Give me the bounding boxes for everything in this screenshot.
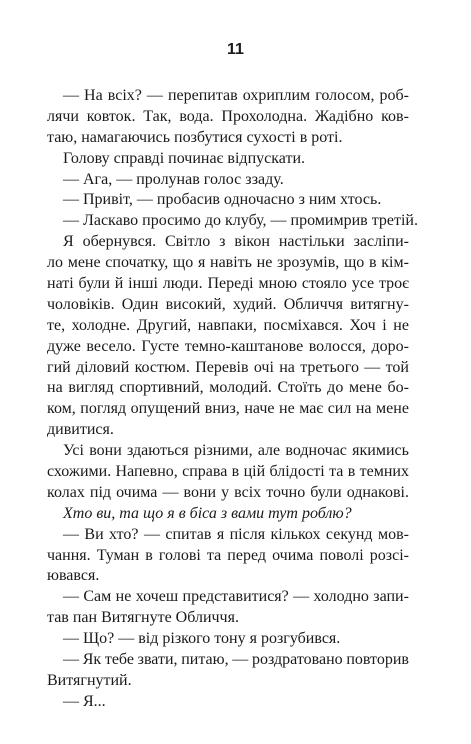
text-line: — На всіх? — перепитав охриплим голосом, роб- (63, 87, 409, 104)
text-line: Я обернувся. Світло з вікон настільки засліпи- (63, 233, 409, 251)
text-line: — Привіт, — пробасив одночасно з ним хтось. (63, 191, 382, 209)
text-line: дуже весело. Густе темно-каштанове волосся, доро- (47, 337, 409, 355)
body-text (47, 86, 418, 713)
text-line: на вигляд спортивний, молодий. Стоїть до мене бо- (47, 379, 409, 397)
text-line: — Ласкаво просимо до клубу, — промимрив третій. (63, 212, 418, 230)
text-line: — Як тебе звати, питаю, — роздратовано повторив (63, 651, 409, 669)
page-number: 11 (227, 41, 244, 58)
text-line: колах під очима — вони у всіх точно були однакові. (47, 483, 409, 501)
text-line: наті були й інші люди. Переді мною стояло усе троє (47, 275, 409, 293)
text-line: те, холодне. Другий, навпаки, посміхався. Хоч і не (47, 316, 409, 334)
text-line: таю, намагаючись позбутися сухості в роті. (47, 128, 343, 146)
text-line: ювався. (47, 567, 100, 585)
text-line: — Я... (63, 692, 106, 710)
text-line: лячи ковток. Так, вода. Прохолодна. Жадібно ков- (47, 107, 409, 125)
text-line: Витягнутий. (47, 671, 132, 689)
text-line: ком, погляд опущений вниз, наче не має сил на мене (47, 400, 409, 418)
text-line: Голову справді починає відпускати. (63, 149, 305, 167)
text-line: Усі вони здаються різними, але водночас якимись (63, 442, 409, 460)
text-line: — Сам не хочеш представитися? — холодно запи- (63, 588, 409, 606)
text-line: Хто ви, та що я в біса з вами тут роблю? (63, 504, 352, 522)
text-line: чоловіків. Один високий, худий. Обличчя витягну- (47, 295, 409, 313)
text-line: ло мене спочатку, що я навіть не зрозумів, що в кім- (47, 254, 409, 272)
text-line: схожими. Напевно, справа в цій блідості та в темних (47, 463, 409, 481)
text-line: гий діловий костюм. Перевів очі на третього — той (47, 358, 409, 376)
text-line: дивитися. (47, 421, 114, 439)
text-line: — Ви хто? — спитав я після кількох секунд мов- (63, 525, 409, 543)
text-line: — Що? — від різкого тону я розгубився. (63, 630, 341, 648)
text-line: чання. Туман в голові та перед очима поволі розсі- (47, 546, 409, 564)
text-line: — Ага, — пролунав голос ззаду. (63, 170, 284, 188)
text-line: тав пан Витягнуте Обличчя. (47, 609, 239, 627)
